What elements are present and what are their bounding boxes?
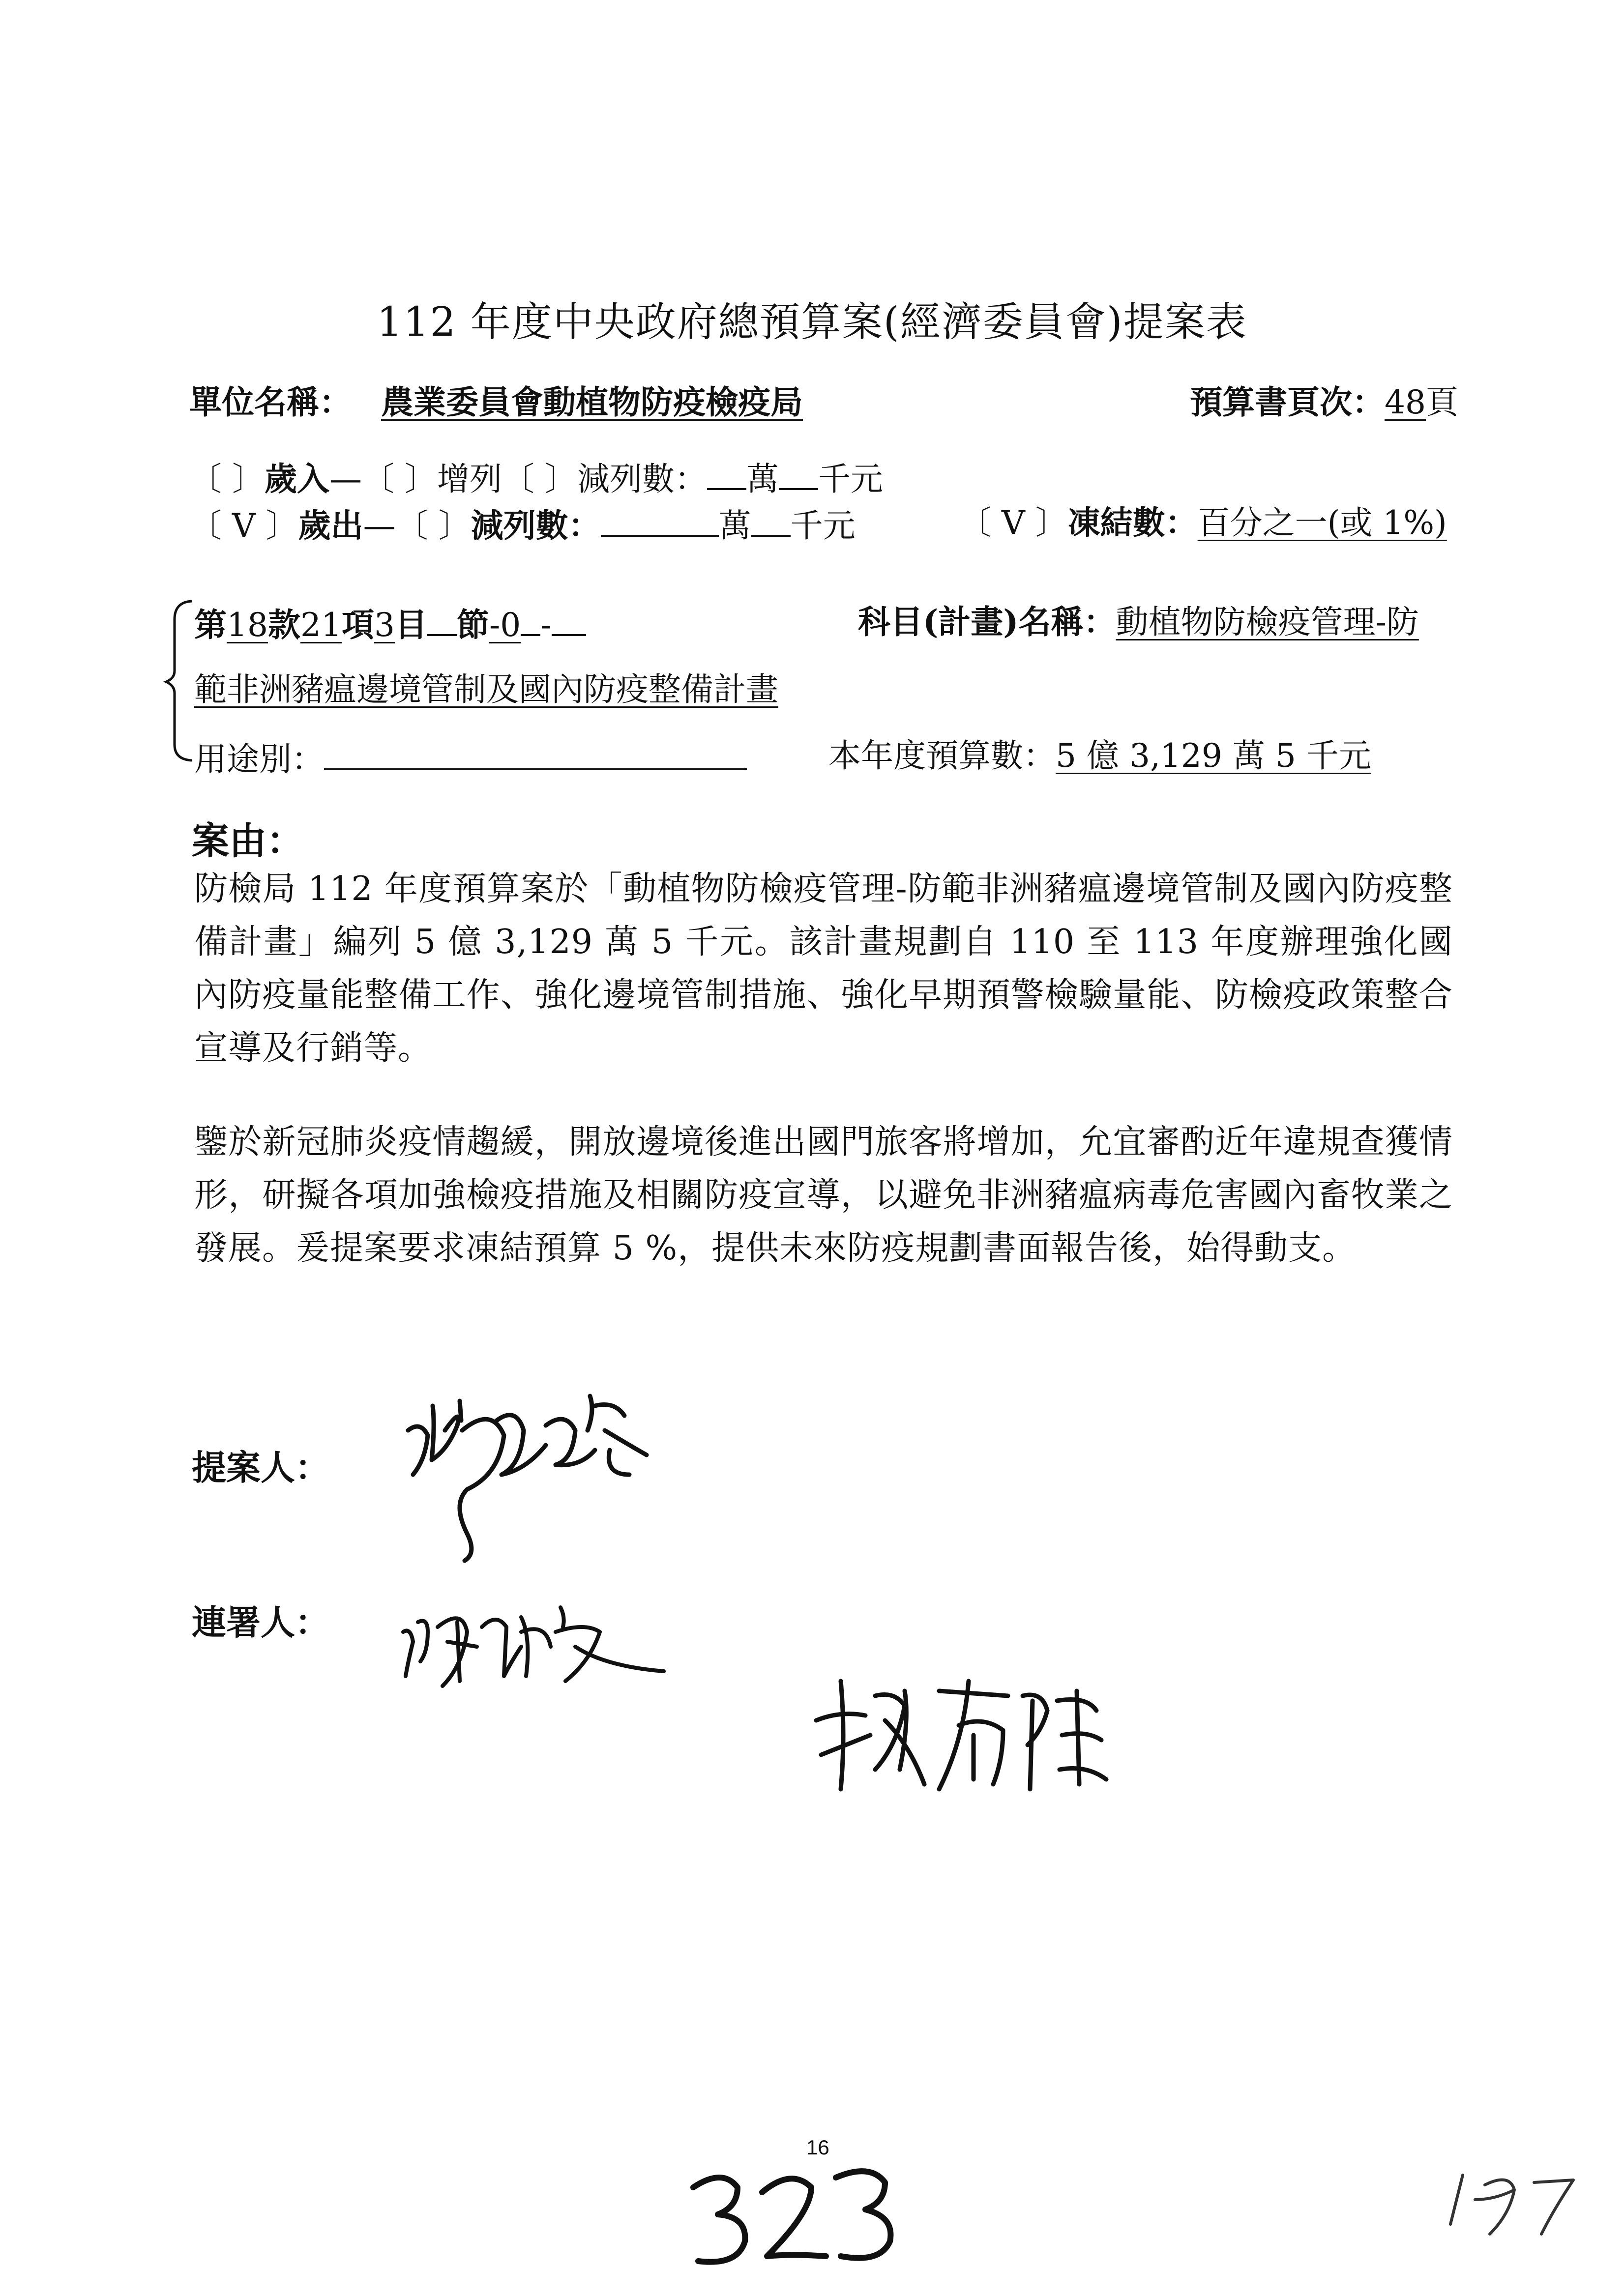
page-ref-label: 預算書頁次： <box>1190 383 1385 421</box>
expense-checkbox: 〔 V 〕 <box>189 507 298 545</box>
freeze-label: 凍結數： <box>1067 503 1198 542</box>
reason-paragraph-1: 防檢局 112 年度預算案於「動植物防檢疫管理-防範非洲豬瘟邊境管制及國內防疫整備計畫」編列 5 億 3,129 萬 5 千元。該計畫規劃自 110 至 113 年度辦理強化國內防疫量能整備工作、強化邊境管制措施、強化早期預警檢驗量能、防檢疫政策整合宣導及行銷等。 <box>194 870 1453 1068</box>
expense-label: 歲出 <box>298 506 363 545</box>
xiang-label: 項 <box>341 606 374 644</box>
expense-decrease-box: 〔 〕 <box>395 507 471 545</box>
revenue-dash: — <box>329 460 362 498</box>
expense-decrease-label: 減列數： <box>471 506 601 545</box>
revenue-decrease-label: 減列數： <box>577 460 707 498</box>
expense-wan-blank <box>601 506 719 537</box>
proposer-label: 提案人： <box>192 1447 329 1488</box>
expense-dash: — <box>363 507 396 545</box>
usage-line <box>194 740 747 776</box>
revenue-label: 歲入 <box>264 460 329 498</box>
jie-blank <box>521 606 540 636</box>
page-ref-suffix: 頁 <box>1425 383 1458 421</box>
page-ref-value: 48 <box>1385 383 1426 421</box>
kuan-label: 款 <box>267 606 300 644</box>
corner-number <box>1441 2165 1598 2239</box>
account-bracket <box>162 597 197 764</box>
revenue-decrease-box: 〔 〕 <box>502 460 577 498</box>
page-title: 112 年度中央政府總預算案(經濟委員會)提案表 <box>377 299 1247 346</box>
revenue-increase-label: 增列 <box>437 460 502 498</box>
budget-line <box>828 737 1371 775</box>
jie-number: -0 <box>489 606 521 644</box>
cosigner-label: 連署人： <box>192 1602 329 1643</box>
usage-blank <box>324 740 747 770</box>
subject <box>858 603 1419 641</box>
revenue-qian-blank <box>779 460 818 490</box>
freeze-section <box>959 503 1447 542</box>
xiang-number: 21 <box>300 606 342 644</box>
kuan-number: 18 <box>227 606 268 644</box>
mu-blank <box>427 606 457 636</box>
expense-line <box>189 506 856 545</box>
cosigner-signature-2 <box>811 1661 1116 1809</box>
revenue-increase-box: 〔 〕 <box>361 460 437 498</box>
jie-label: 節 <box>456 606 489 644</box>
account-line <box>194 606 586 644</box>
subject-label: 科目(計畫)名稱： <box>858 603 1116 641</box>
revenue-wan: 萬 <box>746 460 779 498</box>
revenue-checkbox: 〔 〕 <box>189 460 265 498</box>
freeze-checkbox: 〔 V 〕 <box>959 504 1068 542</box>
reason-heading: 案由： <box>192 819 304 863</box>
budget-label: 本年度預算數： <box>828 737 1056 775</box>
jie-dash: - <box>540 606 552 644</box>
subject-line1: 動植物防檢疫管理-防 <box>1116 603 1419 641</box>
revenue-wan-blank <box>707 460 746 490</box>
budget-value: 5 億 3,129 萬 5 千元 <box>1056 737 1371 775</box>
expense-qian: 千元 <box>790 507 856 545</box>
page-ref <box>1190 383 1458 421</box>
expense-wan: 萬 <box>718 507 751 545</box>
revenue-line <box>189 460 883 498</box>
mu-label: 目 <box>394 606 427 644</box>
tail-blank <box>552 606 586 636</box>
handwritten-number <box>679 2158 915 2271</box>
freeze-value: 百分之一(或 1%) <box>1197 504 1447 542</box>
page-number: 16 <box>806 2136 829 2159</box>
di-label: 第 <box>194 606 227 644</box>
unit-value: 農業委員會動植物防疫檢疫局 <box>381 383 803 421</box>
reason-paragraph-2: 鑒於新冠肺炎疫情趨緩，開放邊境後進出國門旅客將增加，允宜審酌近年違規查獲情形，研擬各項加強檢疫措施及相關防疫宣導，以避免非洲豬瘟病毒危害國內畜牧業之發展。爰提案要求凍結預算 5 %，提供未來防疫規劃書面報告後，始得動支。 <box>194 1123 1453 1268</box>
cosigner-signature-1 <box>398 1588 674 1706</box>
unit-label: 單位名稱： <box>189 383 352 421</box>
expense-qian-blank <box>751 506 791 537</box>
revenue-qian: 千元 <box>818 460 883 498</box>
proposer-signature <box>398 1376 654 1563</box>
mu-number: 3 <box>374 606 395 644</box>
usage-label: 用途別： <box>194 740 324 778</box>
subject-line2: 範非洲豬瘟邊境管制及國內防疫整備計畫 <box>194 670 778 708</box>
